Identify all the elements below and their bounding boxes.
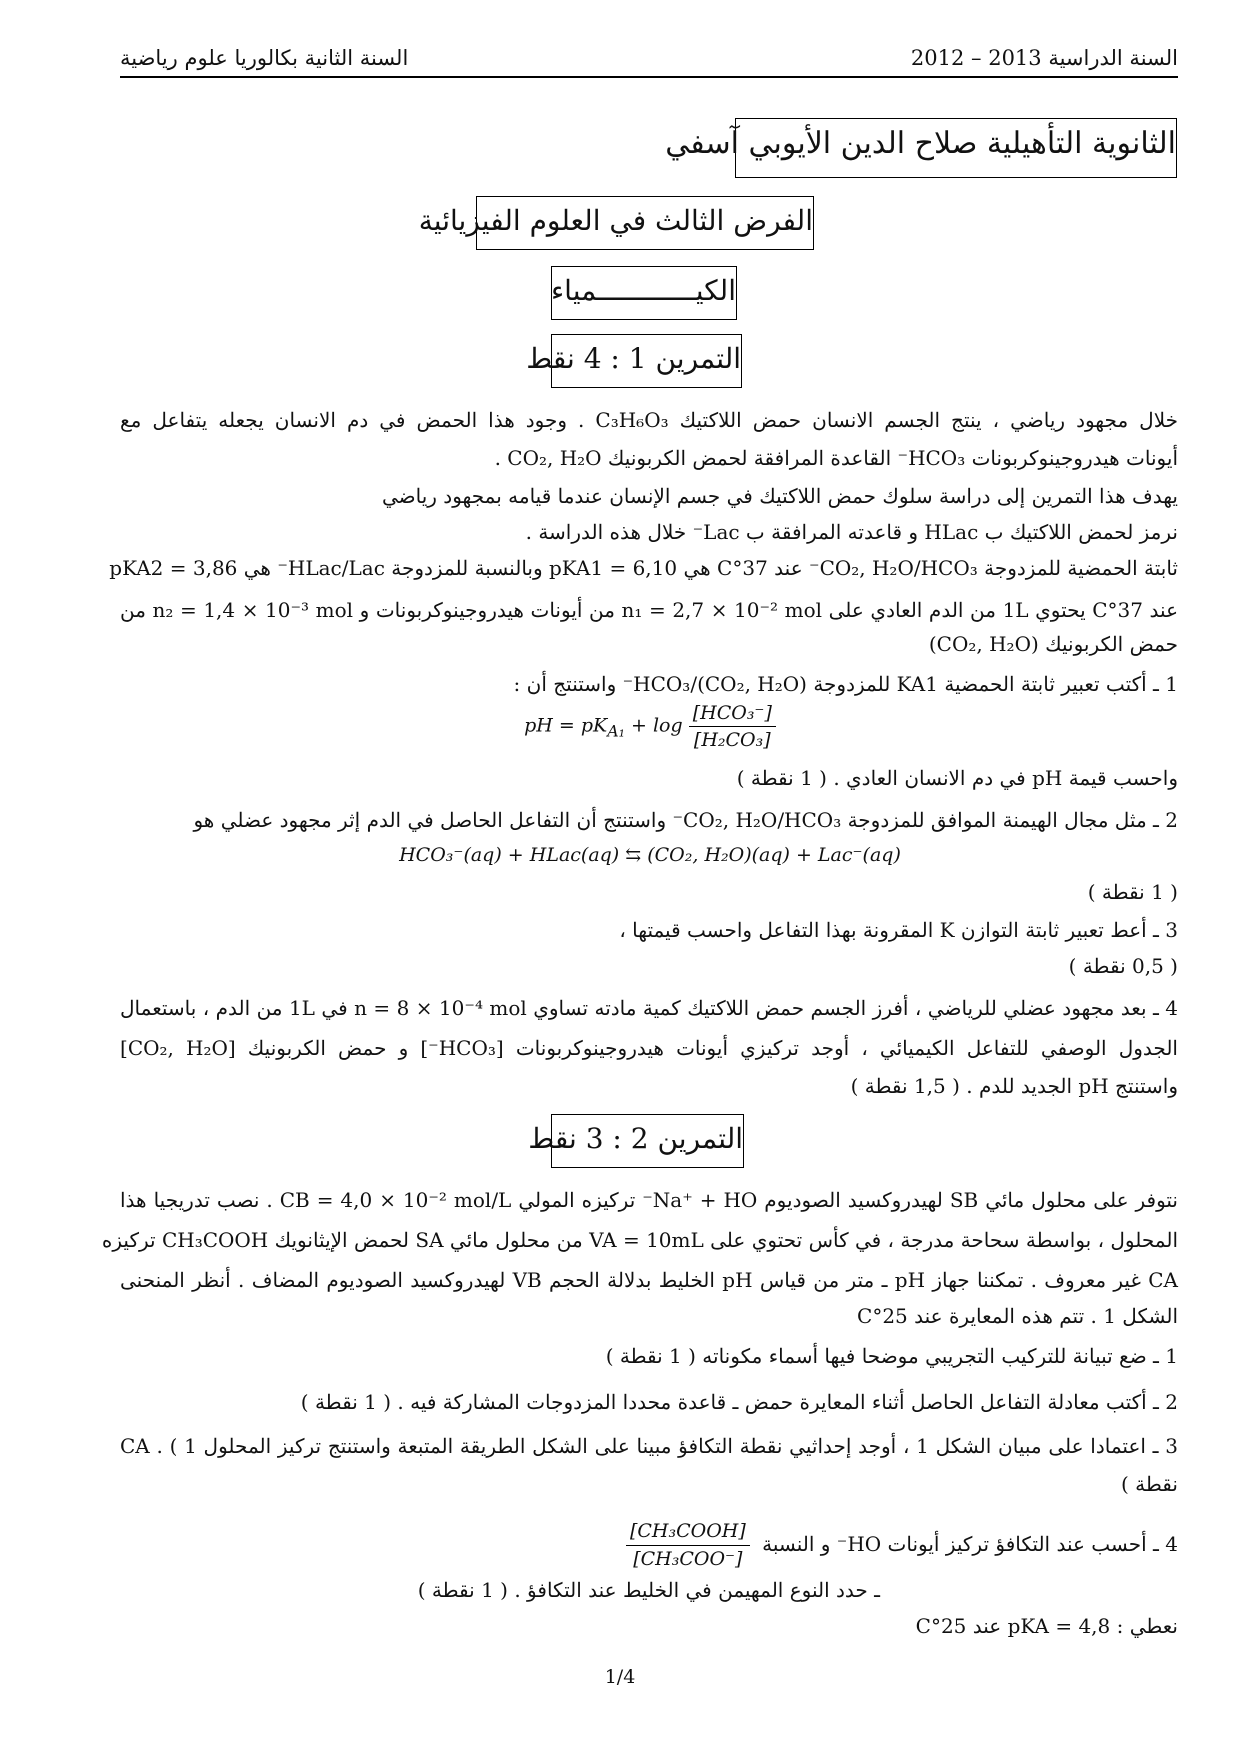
school-name-box <box>665 118 1177 178</box>
ex1-q2-reaction-equation: HCO₃⁻(aq) + HLac(aq) ⇆ (CO₂, H₂O)(aq) + Lac⁻(aq) <box>399 844 901 866</box>
ex2-intro-line-3: CA غير معروف . تمكننا جهاز pH ـ متر من قياس pH الخليط بدلالة الحجم VB لهيدروكسيد الصوديوم المضاف . أنظر المنحنى <box>120 1268 1178 1292</box>
ex2-question-3-line-1: 3 ـ اعتمادا على مبيان الشكل 1 ، أوجد إحداثيي نقطة التكافؤ مبينا على الشكل الطريقة المتبعة واستنتج تركيز المحلول CA . ( 1 <box>120 1434 1178 1458</box>
eq-log: + log <box>624 714 683 737</box>
ex1-question-2: 2 ـ مثل مجال الهيمنة الموافق للمزدوجة CO₂, H₂O/HCO₃⁻ واستنتج أن التفاعل الحاصل في الدم إثر مجهود عضلي هو <box>193 808 1178 832</box>
ex1-intro-line-4: نرمز لحمض اللاكتيك ب HLac و قاعدته المرافقة ب Lac⁻ خلال هذه الدراسة . <box>525 520 1178 544</box>
ex1-question-4-line-2: الجدول الوصفي للتفاعل الكيميائي ، أوجد تركيزي أيونات هيدروجينوكربونات [HCO₃⁻] و حمض الكربونيك [CO₂, H₂O] <box>120 1036 1178 1060</box>
eq-fraction-denominator: [H₂CO₃] <box>693 729 771 751</box>
ex2-question-1: 1 ـ ضع تبيانة للتركيب التجريبي موضحا فيها أسماء مكوناته ( 1 نقطة ) <box>605 1344 1178 1368</box>
ex2-q4-ratio-denominator: [CH₃COO⁻] <box>633 1547 743 1570</box>
ex2-q4-ratio <box>626 1520 750 1571</box>
ex2-intro-line-4: الشكل 1 . تتم هذه المعايرة عند 25°C <box>857 1304 1178 1328</box>
page-number: 1/4 <box>604 1666 636 1688</box>
ex2-question-3-line-2: نقطة ) <box>1121 1472 1178 1496</box>
ex2-question-4-text: 4 ـ أحسب عند التكافؤ تركيز أيونات HO⁻ و النسبة <box>762 1531 1178 1556</box>
eq-fraction <box>689 702 776 751</box>
eq-pk-subscript: A₁ <box>607 721 625 741</box>
ex1-question-3: 3 ـ أعط تعبير ثابتة التوازن K المقرونة بهذا التفاعل واحسب قيمتها ، <box>619 918 1178 942</box>
ex1-q1-equation <box>520 702 780 751</box>
eq-ph-pk: pH = pK <box>524 714 608 737</box>
exam-title-box <box>418 196 814 250</box>
section-title: الكيــــــــــــمياء <box>551 274 736 307</box>
ex2-question-4 <box>626 1520 1178 1571</box>
ex2-intro-line-2: المحلول ، بواسطة سحاحة مدرجة ، في كأس تحتوي على VA = 10mL من محلول مائي SA لحمض الإيثانويك CH₃COOH تركيزه <box>101 1228 1178 1252</box>
exercise2-title-box <box>528 1114 744 1168</box>
ex1-question-1: 1 ـ أكتب تعبير ثابتة الحمضية KA1 للمزدوجة (CO₂, H₂O)/HCO₃⁻ واستنتج أن : <box>513 672 1178 696</box>
ex1-question-4-line-3: واستنتج pH الجديد للدم . ( 1,5 نقطة ) <box>850 1074 1178 1098</box>
ex1-intro-line-7: حمض الكربونيك (CO₂, H₂O) <box>928 632 1178 656</box>
exercise1-title: التمرين 1 : 4 نقط <box>526 342 741 375</box>
school-name: الثانوية التأهيلية صلاح الدين الأيوبي آسفي <box>665 126 1176 161</box>
ex1-question-3-points: ( 0,5 نقطة ) <box>1068 954 1178 978</box>
ex1-question-4-line-1: 4 ـ بعد مجهود عضلي للرياضي ، أفرز الجسم حمض اللاكتيك كمية مادته تساوي n = 8 × 10⁻⁴ mol في 1L من الدم ، باستعمال <box>120 996 1178 1020</box>
exercise1-title-box <box>526 334 742 388</box>
ex1-question-2-points: ( 1 نقطة ) <box>1087 880 1178 904</box>
ex1-intro-line-2: أيونات هيدروجينوكربونات HCO₃⁻ القاعدة المرافقة لحمض الكربونيك CO₂, H₂O . <box>494 446 1178 470</box>
exam-title: الفرض الثالث في العلوم الفيزيائية <box>418 204 813 237</box>
ex1-question-1-b: واحسب قيمة pH في دم الانسان العادي . ( 1 نقطة ) <box>736 766 1178 790</box>
ex2-question-4-b: ـ حدد النوع المهيمن في الخليط عند التكافؤ . ( 1 نقطة ) <box>417 1578 880 1602</box>
section-title-box <box>551 266 737 320</box>
ex2-q4-ratio-numerator: [CH₃COOH] <box>626 1520 750 1546</box>
ex1-intro-line-5: ثابتة الحمضية للمزدوجة CO₂, H₂O/HCO₃⁻ عند 37°C هي pKA1 = 6,10 وبالنسبة للمزدوجة HLac/Lac⁻ هي pKA2 = 3,86 <box>109 556 1178 580</box>
ex2-given-data: نعطي : pKA = 4,8 عند 25°C <box>915 1614 1178 1638</box>
ex1-intro-line-3: يهدف هذا التمرين إلى دراسة سلوك حمض اللاكتيك في جسم الإنسان عندما قيامه بمجهود رياضي <box>381 484 1178 508</box>
page-header <box>120 44 1178 78</box>
ex2-question-2: 2 ـ أكتب معادلة التفاعل الحاصل أثناء المعايرة حمض ـ قاعدة محددا المزدوجات المشاركة فيه . ( 1 نقطة ) <box>300 1390 1178 1414</box>
ex1-intro-line-6: عند 37°C يحتوي 1L من الدم العادي على n₁ = 2,7 × 10⁻² mol من أيونات هيدروجينوكربونات و n₂ = 1,4 × 10⁻³ mol من <box>120 598 1179 622</box>
ex1-intro-line-1: خلال مجهود رياضي ، ينتج الجسم الانسان حمض اللاكتيك C₃H₆O₃ . وجود هذا الحمض في دم الانسان يجعله يتفاعل مع <box>120 408 1178 432</box>
exercise2-title: التمرين 2 : 3 نقط <box>528 1122 743 1155</box>
header-school-year: السنة الدراسية 2013 – 2012 <box>910 46 1178 70</box>
header-class-level: السنة الثانية بكالوريا علوم رياضية <box>120 46 409 70</box>
ex2-intro-line-1: نتوفر على محلول مائي SB لهيدروكسيد الصوديوم Na⁺ + HO⁻ تركيزه المولي CB = 4,0 × 10⁻² mol/L . نصب تدريجيا هذا <box>120 1188 1179 1212</box>
eq-fraction-numerator: [HCO₃⁻] <box>689 702 776 727</box>
